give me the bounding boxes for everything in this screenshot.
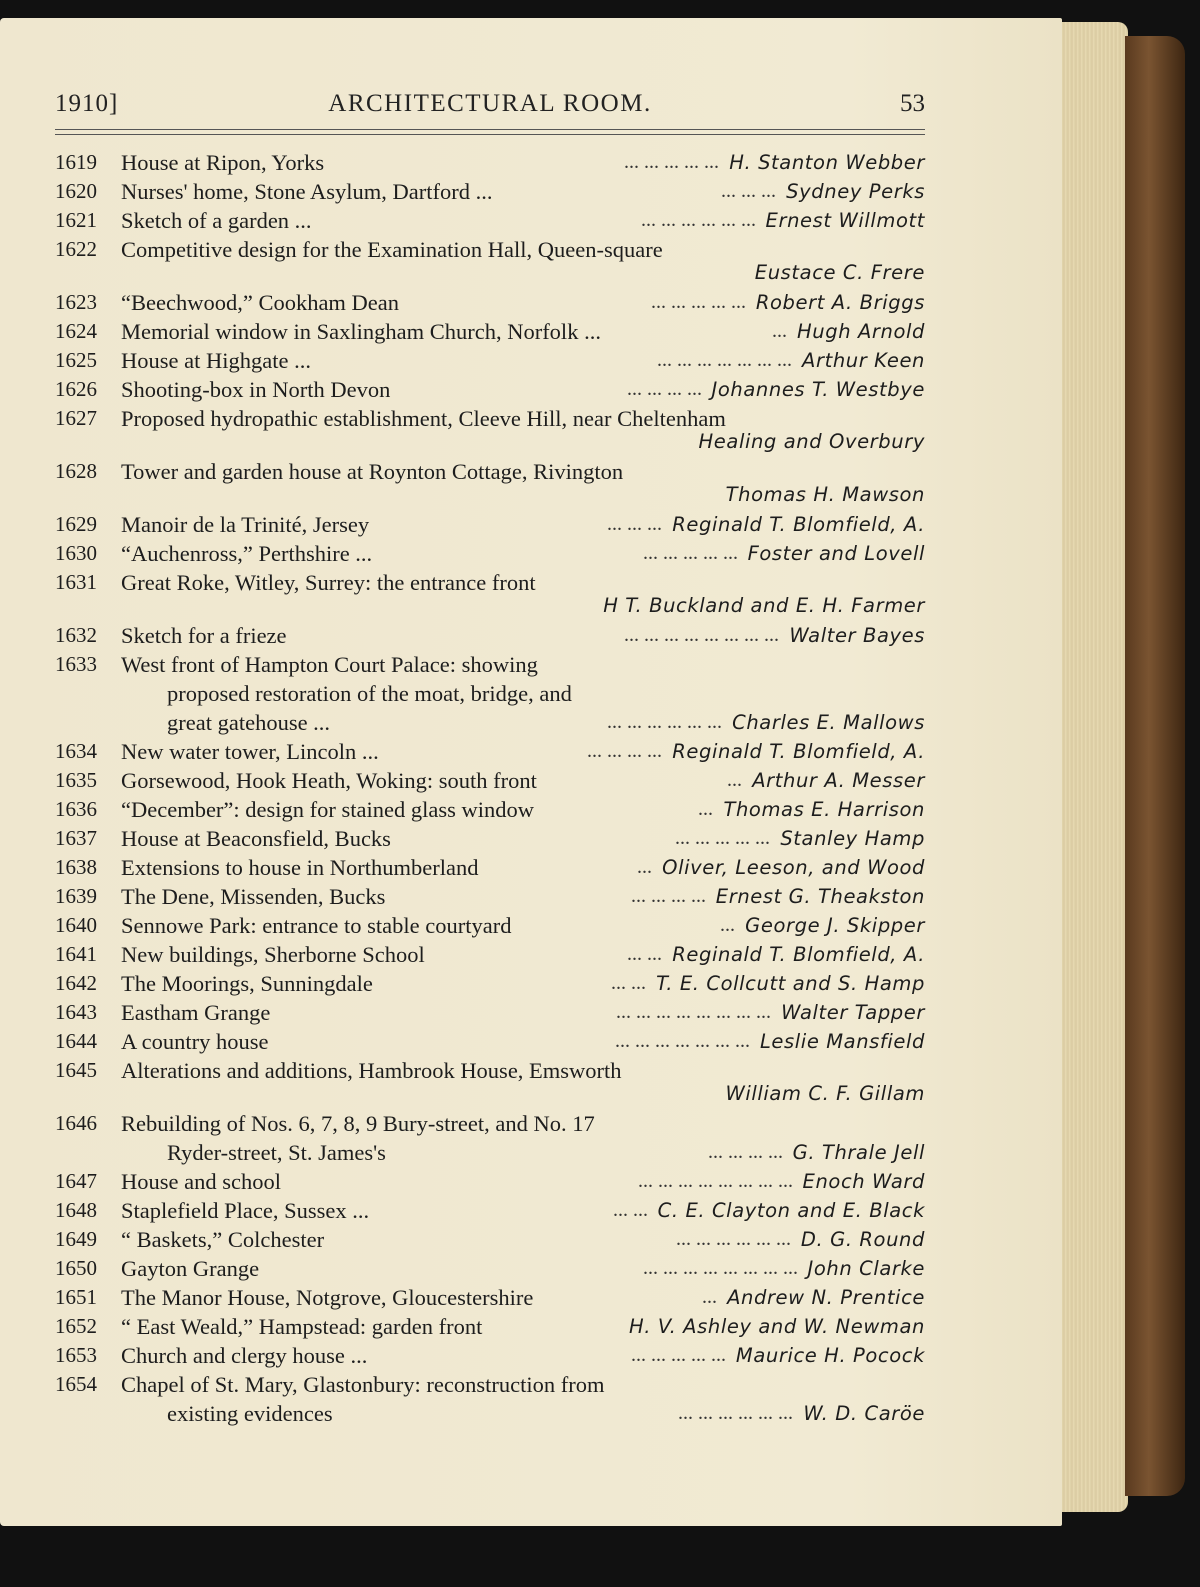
entry-line: [55, 177, 925, 206]
entry-line: [55, 621, 925, 650]
entry-number: 1624: [55, 319, 97, 343]
catalogue-entry: [55, 940, 925, 969]
entry-line: [55, 288, 925, 317]
entry-title: “Auchenross,” Perthshire ...: [121, 541, 373, 566]
entry-artist: Sydney Perks: [786, 180, 925, 203]
entry-artist: Maurice H. Pocock: [735, 1344, 925, 1367]
entry-title: Gayton Grange: [121, 1256, 260, 1281]
entry-line: [55, 1254, 925, 1283]
entry-artist: Arthur A. Messer: [752, 769, 925, 792]
leader-dots: ...: [727, 769, 742, 791]
entry-artist: Andrew N. Prentice: [727, 1286, 925, 1309]
entry-number: 1628: [55, 459, 97, 483]
entry-line: [55, 375, 925, 404]
leader-dots: ... ... ... ... ...: [624, 151, 719, 173]
entry-line: [55, 679, 925, 708]
entry-number: 1627: [55, 406, 97, 430]
entry-title: Eastham Grange: [121, 1000, 271, 1025]
entry-artist-line: [55, 483, 925, 510]
leader-dots: ...: [702, 1286, 717, 1308]
entry-number: 1654: [55, 1372, 97, 1396]
entry-line: [55, 824, 925, 853]
page-number: 53: [900, 90, 925, 117]
entry-artist: Reginald T. Blomfield, A.: [672, 943, 925, 966]
entry-number: 1639: [55, 884, 97, 908]
leader-dots: ... ... ... ... ... ... ... ...: [643, 1257, 798, 1279]
entry-number: 1620: [55, 179, 97, 203]
entry-number: 1645: [55, 1058, 97, 1082]
catalogue-entry: [55, 404, 925, 457]
entry-number: 1652: [55, 1314, 97, 1338]
entry-line: [55, 457, 925, 486]
catalogue-entry: [55, 1196, 925, 1225]
catalogue-entry: [55, 1167, 925, 1196]
catalogue-entry: [55, 1254, 925, 1283]
catalogue-entry: [55, 853, 925, 882]
entry-artist: W. D. Caröe: [803, 1402, 925, 1425]
catalogue-entry: [55, 1109, 925, 1167]
entry-artist: Thomas H. Mawson: [725, 483, 925, 506]
entry-artist: Charles E. Mallows: [732, 711, 925, 734]
entry-line: [55, 510, 925, 539]
entry-number: 1644: [55, 1029, 97, 1053]
entry-line: [55, 1399, 925, 1428]
entry-artist: C. E. Clayton and E. Black: [657, 1199, 925, 1222]
entry-line: [55, 1027, 925, 1056]
catalogue-entry: [55, 510, 925, 539]
entry-artist: Leslie Mansfield: [759, 1030, 925, 1053]
header-year: 1910]: [55, 90, 119, 117]
entry-line: [55, 882, 925, 911]
entry-title: proposed restoration of the moat, bridge, and: [167, 681, 572, 706]
entry-line: [55, 1109, 925, 1138]
entry-title: Staplefield Place, Sussex ...: [121, 1198, 370, 1223]
entry-line: [55, 539, 925, 568]
entry-artist: G. Thrale Jell: [792, 1141, 925, 1164]
entry-line: [55, 911, 925, 940]
entry-artist: H. Stanton Webber: [729, 151, 925, 174]
catalogue-entry: [55, 882, 925, 911]
entry-artist: Arthur Keen: [802, 349, 925, 372]
entry-number: 1648: [55, 1198, 97, 1222]
catalogue-entry: [55, 911, 925, 940]
entry-title: Extensions to house in Northumberland: [121, 855, 479, 880]
leader-dots: ... ... ...: [607, 513, 662, 535]
entry-line: [55, 853, 925, 882]
leader-dots: ... ...: [611, 972, 646, 994]
entry-number: 1622: [55, 237, 97, 261]
catalogue-entry: [55, 1341, 925, 1370]
entry-artist: T. E. Collcutt and S. Hamp: [656, 972, 925, 995]
catalogue-entry: [55, 766, 925, 795]
catalogue-entry: [55, 998, 925, 1027]
entry-title: existing evidences: [167, 1401, 333, 1426]
leader-dots: ... ... ...: [721, 180, 776, 202]
entry-title: great gatehouse ...: [167, 710, 331, 735]
entry-artist: John Clarke: [807, 1257, 925, 1280]
entry-title: Chapel of St. Mary, Glastonbury: reconstruction from: [121, 1372, 605, 1397]
entry-title: “ Baskets,” Colchester: [121, 1227, 325, 1252]
entry-number: 1641: [55, 942, 97, 966]
entry-number: 1646: [55, 1111, 97, 1135]
entry-line: [55, 708, 925, 737]
entry-line: [55, 1196, 925, 1225]
entry-line: [55, 148, 925, 177]
entry-number: 1630: [55, 541, 97, 565]
book-cover-spine: [1125, 36, 1185, 1496]
entry-line: [55, 346, 925, 375]
entry-number: 1633: [55, 652, 97, 676]
leader-dots: ... ... ... ... ... ... ...: [615, 1030, 750, 1052]
entry-artist: Robert A. Briggs: [755, 291, 925, 314]
entry-artist: Eustace C. Frere: [754, 261, 925, 284]
entry-number: 1621: [55, 208, 97, 232]
entry-artist: Johannes T. Westbye: [711, 378, 925, 401]
entry-artist-line: [55, 261, 925, 288]
leader-dots: ...: [698, 798, 713, 820]
catalogue-entry: [55, 1056, 925, 1109]
entry-line: [55, 1283, 925, 1312]
header-rule: [55, 134, 925, 135]
catalogue-entry: [55, 457, 925, 510]
entry-number: 1632: [55, 623, 97, 647]
entry-title: The Dene, Missenden, Bucks: [121, 884, 386, 909]
entry-artist: Foster and Lovell: [747, 542, 925, 565]
entry-number: 1636: [55, 797, 97, 821]
header-rule: [55, 129, 925, 130]
entry-line: [55, 206, 925, 235]
catalogue-entry: [55, 235, 925, 288]
entry-line: [55, 737, 925, 766]
entry-line: [55, 235, 925, 264]
entry-line: [55, 650, 925, 679]
entry-line: [55, 1225, 925, 1254]
entry-artist-line: [55, 1082, 925, 1109]
entry-line: [55, 766, 925, 795]
entry-artist: Ernest G. Theakston: [715, 885, 925, 908]
page-edges: [1062, 22, 1128, 1512]
catalogue-entry: [55, 177, 925, 206]
entry-line: [55, 568, 925, 597]
catalogue-entry: [55, 1225, 925, 1254]
catalogue-entry: [55, 568, 925, 621]
leader-dots: ... ... ... ... ... ...: [607, 711, 722, 733]
entry-artist-line: [55, 430, 925, 457]
entry-line: [55, 317, 925, 346]
leader-dots: ... ... ... ...: [627, 378, 702, 400]
catalogue-entry: [55, 206, 925, 235]
entry-number: 1619: [55, 150, 97, 174]
catalogue-entry: [55, 969, 925, 998]
entry-title: Sketch of a garden ...: [121, 208, 312, 233]
leader-dots: ... ... ... ...: [631, 885, 706, 907]
entry-number: 1650: [55, 1256, 97, 1280]
entry-number: 1642: [55, 971, 97, 995]
leader-dots: ...: [772, 320, 787, 342]
entry-artist: Walter Tapper: [781, 1001, 925, 1024]
entry-title: West front of Hampton Court Palace: showing: [121, 652, 538, 677]
entry-title: House at Beaconsfield, Bucks: [121, 826, 391, 851]
catalogue-entry: [55, 539, 925, 568]
entry-number: 1649: [55, 1227, 97, 1251]
entry-artist: Healing and Overbury: [698, 430, 925, 453]
leader-dots: ... ... ... ... ... ...: [641, 209, 756, 231]
leader-dots: ... ... ... ...: [587, 740, 662, 762]
leader-dots: ... ...: [627, 943, 662, 965]
entry-title: Nurses' home, Stone Asylum, Dartford ...: [121, 179, 493, 204]
entry-line: [55, 1138, 925, 1167]
running-header: [55, 90, 925, 124]
entry-line: [55, 940, 925, 969]
catalogue-entry: [55, 824, 925, 853]
entry-line: [55, 969, 925, 998]
entry-line: [55, 1312, 925, 1341]
entry-artist: Hugh Arnold: [797, 320, 925, 343]
entry-number: 1647: [55, 1169, 97, 1193]
catalogue-list: [55, 148, 925, 1428]
entry-number: 1631: [55, 570, 97, 594]
entry-artist: William C. F. Gillam: [725, 1082, 925, 1105]
entry-artist: Reginald T. Blomfield, A.: [672, 513, 925, 536]
catalogue-entry: [55, 1283, 925, 1312]
catalogue-entry: [55, 650, 925, 737]
entry-title: The Manor House, Notgrove, Gloucestershire: [121, 1285, 534, 1310]
leader-dots: ...: [720, 914, 735, 936]
catalogue-entry: [55, 1370, 925, 1428]
entry-title: Sennowe Park: entrance to stable courtyard: [121, 913, 512, 938]
leader-dots: ... ... ... ... ... ... ... ...: [616, 1001, 771, 1023]
entry-title: Ryder-street, St. James's: [167, 1140, 386, 1165]
entry-title: House and school: [121, 1169, 281, 1194]
leader-dots: ...: [637, 856, 652, 878]
entry-title: Rebuilding of Nos. 6, 7, 8, 9 Bury-street, and No. 17: [121, 1111, 595, 1136]
leader-dots: ... ... ... ...: [708, 1141, 783, 1163]
entry-number: 1640: [55, 913, 97, 937]
entry-title: Shooting-box in North Devon: [121, 377, 391, 402]
entry-artist: Walter Bayes: [789, 624, 925, 647]
entry-artist: D. G. Round: [800, 1228, 925, 1251]
entry-artist: Reginald T. Blomfield, A.: [672, 740, 925, 763]
leader-dots: ... ... ... ... ...: [675, 827, 770, 849]
entry-title: New water tower, Lincoln ...: [121, 739, 379, 764]
entry-line: [55, 1341, 925, 1370]
entry-artist: Ernest Willmott: [765, 209, 925, 232]
entry-line: [55, 404, 925, 433]
catalogue-entry: [55, 621, 925, 650]
catalogue-entry: [55, 148, 925, 177]
leader-dots: ... ... ... ... ... ...: [676, 1228, 791, 1250]
entry-line: [55, 998, 925, 1027]
entry-line: [55, 1167, 925, 1196]
header-title: ARCHITECTURAL ROOM.: [328, 90, 652, 117]
entry-number: 1653: [55, 1343, 97, 1367]
entry-title: Sketch for a frieze: [121, 623, 287, 648]
entry-number: 1638: [55, 855, 97, 879]
entry-artist: Thomas E. Harrison: [723, 798, 925, 821]
leader-dots: ... ... ... ... ...: [651, 291, 746, 313]
entry-number: 1635: [55, 768, 97, 792]
entry-number: 1637: [55, 826, 97, 850]
entry-number: 1626: [55, 377, 97, 401]
entry-title: Alterations and additions, Hambrook House, Emsworth: [121, 1058, 622, 1083]
leader-dots: ... ... ... ... ...: [631, 1344, 726, 1366]
entry-title: House at Highgate ...: [121, 348, 311, 373]
entry-artist: H. V. Ashley and W. Newman: [629, 1315, 925, 1338]
catalogue-entry: [55, 1312, 925, 1341]
catalogue-entry: [55, 737, 925, 766]
entry-number: 1643: [55, 1000, 97, 1024]
entry-line: [55, 795, 925, 824]
leader-dots: ... ...: [613, 1199, 648, 1221]
catalogue-entry: [55, 346, 925, 375]
entry-number: 1625: [55, 348, 97, 372]
entry-artist-line: [55, 594, 925, 621]
entry-line: [55, 1056, 925, 1085]
entry-number: 1623: [55, 290, 97, 314]
entry-title: Gorsewood, Hook Heath, Woking: south front: [121, 768, 537, 793]
catalogue-entry: [55, 288, 925, 317]
entry-title: A country house: [121, 1029, 269, 1054]
leader-dots: ... ... ... ... ...: [643, 542, 738, 564]
leader-dots: ... ... ... ... ... ... ... ...: [624, 624, 779, 646]
entry-number: 1629: [55, 512, 97, 536]
entry-title: “December”: design for stained glass window: [121, 797, 534, 822]
entry-title: Memorial window in Saxlingham Church, Norfolk ...: [121, 319, 601, 344]
entry-artist: Enoch Ward: [802, 1170, 925, 1193]
entry-title: New buildings, Sherborne School: [121, 942, 425, 967]
entry-artist: Stanley Hamp: [780, 827, 925, 850]
catalogue-entry: [55, 317, 925, 346]
entry-number: 1634: [55, 739, 97, 763]
catalogue-entry: [55, 1027, 925, 1056]
entry-title: The Moorings, Sunningdale: [121, 971, 373, 996]
catalogue-entry: [55, 795, 925, 824]
leader-dots: ... ... ... ... ... ... ... ...: [638, 1170, 793, 1192]
entry-title: House at Ripon, Yorks: [121, 150, 325, 175]
leader-dots: ... ... ... ... ... ...: [678, 1402, 793, 1424]
entry-number: 1651: [55, 1285, 97, 1309]
catalogue-entry: [55, 375, 925, 404]
entry-title: Church and clergy house ...: [121, 1343, 368, 1368]
entry-line: [55, 1370, 925, 1399]
entry-title: “Beechwood,” Cookham Dean: [121, 290, 400, 315]
entry-artist: H T. Buckland and E. H. Farmer: [603, 594, 925, 617]
entry-title: Competitive design for the Examination Hall, Queen-square: [121, 237, 663, 262]
entry-title: Tower and garden house at Roynton Cottage, Rivington: [121, 459, 624, 484]
entry-title: Proposed hydropathic establishment, Cleeve Hill, near Cheltenham: [121, 406, 726, 431]
leader-dots: ... ... ... ... ... ... ...: [657, 349, 792, 371]
entry-artist: Oliver, Leeson, and Wood: [662, 856, 925, 879]
entry-artist: George J. Skipper: [745, 914, 925, 937]
entry-title: Great Roke, Witley, Surrey: the entrance front: [121, 570, 536, 595]
entry-title: Manoir de la Trinité, Jersey: [121, 512, 370, 537]
entry-title: “ East Weald,” Hampstead: garden front: [121, 1314, 483, 1339]
